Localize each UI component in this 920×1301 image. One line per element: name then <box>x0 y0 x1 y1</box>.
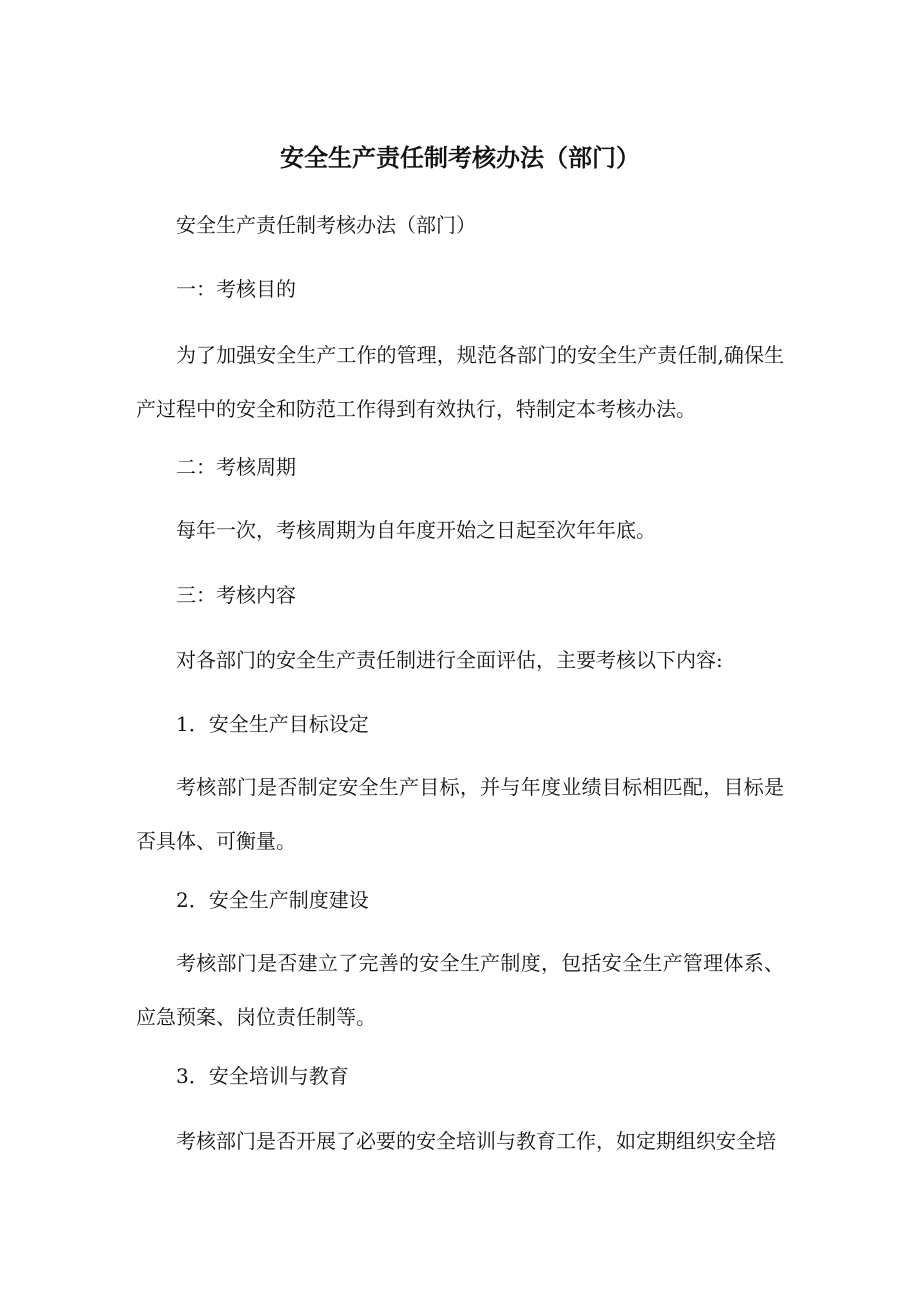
heading-item-3: 3．安全培训与教育 <box>176 1064 349 1088</box>
heading-item-1: 1．安全生产目标设定 <box>176 712 369 736</box>
paragraph-subtitle: 安全生产责任制考核办法（部门） <box>176 213 476 237</box>
paragraph-item-3: 考核部门是否开展了必要的安全培训与教育工作，如定期组织安全培 <box>176 1129 776 1153</box>
heading-item-2: 2．安全生产制度建设 <box>176 888 369 912</box>
heading-content: 三：考核内容 <box>176 583 296 607</box>
heading-purpose: 一：考核目的 <box>176 277 296 301</box>
heading-cycle: 二：考核周期 <box>176 455 296 479</box>
paragraph-purpose: 为了加强安全生产工作的管理，规范各部门的安全生产责任制,确保生产过程中的安全和防范工作得到有效执行，特制定本考核办法。 <box>136 343 784 421</box>
paragraph-item-1: 考核部门是否制定安全生产目标，并与年度业绩目标相匹配，目标是否具体、可衡量。 <box>136 775 784 853</box>
paragraph-cycle: 每年一次，考核周期为自年度开始之日起至次年年底。 <box>176 518 656 542</box>
paragraph-item-2: 考核部门是否建立了完善的安全生产制度，包括安全生产管理体系、应急预案、岗位责任制等。 <box>136 951 784 1029</box>
paragraph-content-intro: 对各部门的安全生产责任制进行全面评估，主要考核以下内容: <box>176 648 723 672</box>
document-title: 安全生产责任制考核办法（部门） <box>280 144 640 172</box>
